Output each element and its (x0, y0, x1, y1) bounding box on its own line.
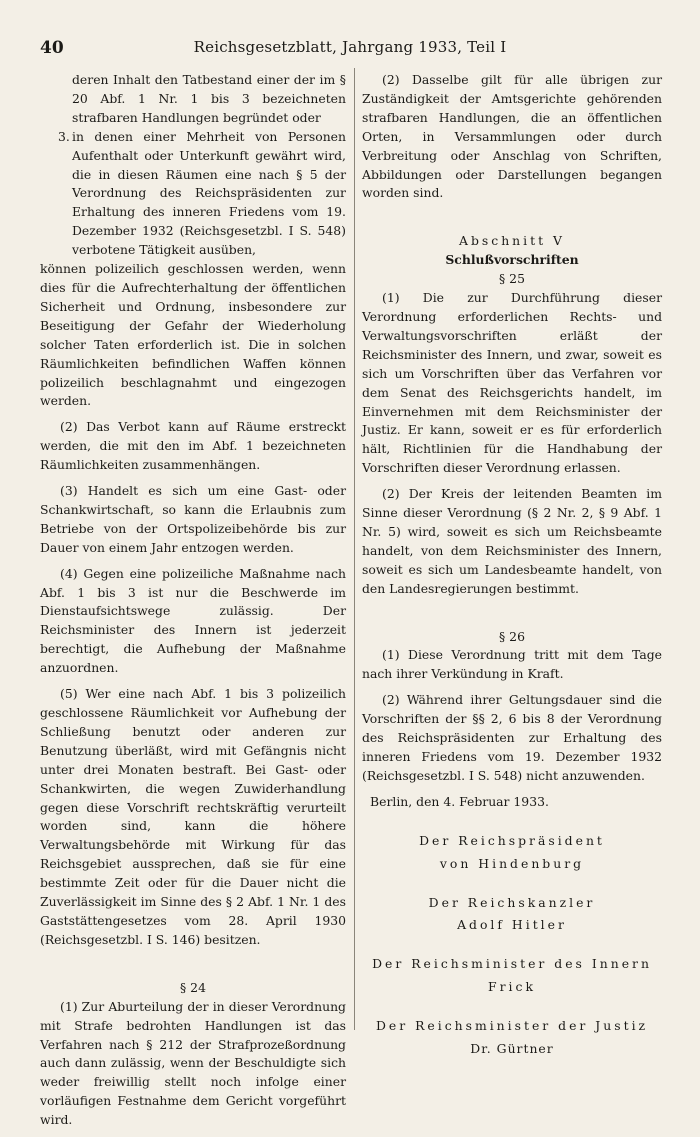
page-header (40, 38, 660, 60)
section-24-paragraph-2: (2) Dasselbe gilt für alle übrigen zur Zuständigkeit der Amtsgerichte gehörenden strafbaren Handlungen, die an öffentlichen Orten, in Versammlungen oder durch Verbreitung oder Anschlag von Schriften, Abbildungen oder Darstellungen begangen worden sind. (362, 72, 662, 201)
running-head: Reichsgesetzblatt, Jahrgang 1933, Teil I (193, 38, 507, 56)
right-column (362, 71, 662, 1059)
section-title: Schlußvorschriften (445, 252, 579, 268)
signature-title: Der Reichskanzler (428, 894, 596, 910)
section-24-paragraph-1: (1) Zur Aburteilung der in dieser Verordnung mit Strafe bedrohten Handlungen ist das Verfahren nach § 212 der Strafprozeßordnung auch dann zulässig, wenn der Beschuldigte sich weder freiwillig stellt noch infolge einer vorläufigen Festnahme dem Gericht vorgeführt wird. (40, 998, 346, 1128)
section-26-paragraph-2: (2) Während ihrer Geltungsdauer sind die Vorschriften der §§ 2, 6 bis 8 der Verordnung des Reichspräsidenten zur Erhaltung des inneren Friedens vom 19. Dezember 1932 (Reichsgesetzbl. I S. 548) nicht anzuwenden. (362, 692, 662, 783)
signature-name: Adolf Hitler (457, 917, 567, 933)
column-divider (354, 68, 355, 1030)
section-25-heading: § 25 (499, 271, 525, 287)
paragraph-3: (3) Handelt es sich um eine Gast- oder Schankwirtschaft, so kann die Erlaubnis zum Betriebe von der Ortspolizeibehörde bis zur Dauer von einem Jahr entzogen werden. (40, 483, 346, 555)
paragraph-2: (2) Das Verbot kann auf Räume erstreckt werden, die mit den im Abf. 1 bezeichneten Räumlichkeiten zusammenhängen. (40, 419, 346, 473)
signature-name: von Hindenburg (439, 855, 585, 871)
section-25-paragraph-1: (1) Die zur Durchführung dieser Verordnung erforderlichen Rechts- und Verwaltungsvorschriften erläßt der Reichsminister des Innern, und zwar, soweit es sich um Vorschriften über das Verfahren vor dem Senat des Reichsgerichts handelt, im Einvernehmen mit dem Reichsminister der Justiz. Er kann, soweit er es für erforderlich hält, Richtlinien für die Handhabung der Vorschriften dieser Verordnung erlassen. (362, 290, 662, 476)
left-column (40, 71, 346, 1137)
section-26-paragraph-1: (1) Diese Verordnung tritt mit dem Tage nach ihrer Verkündung in Kraft. (362, 647, 662, 682)
section-label: Abschnitt V (459, 233, 565, 249)
section-25-paragraph-2: (2) Der Kreis der leitenden Beamten im Sinne dieser Verordnung (§ 2 Nr. 2, § 9 Abf. 1 Nr. 5) wird, soweit es sich um Reichsbeamte handelt, von dem Reichsminister des Innern, soweit es sich um Landesbeamte handelt, von den Landesregierungen bestimmt. (362, 486, 662, 596)
signature-block (362, 832, 662, 1059)
list-item-3 (40, 128, 346, 260)
section-24-heading: § 24 (180, 979, 206, 995)
continuation-text: deren Inhalt den Tatbestand einer der im § 20 Abf. 1 Nr. 1 bis 3 bezeichneten strafbaren Handlungen begründet oder (72, 72, 346, 125)
spacer (362, 210, 662, 232)
signature-name: Frick (488, 979, 536, 995)
spacer (362, 606, 662, 628)
date-line: Berlin, den 4. Februar 1933. (370, 793, 549, 809)
paragraph-5: (5) Wer eine nach Abf. 1 bis 3 polizeilich geschlossene Räumlichkeit vor Aufhebung der Schließung benutzt oder anderen zur Benutzung überläßt, wird mit Gefängnis nicht unter drei Monaten bestraft. Bei Gast- oder Schankwirten, die wegen Zuwiderhandlung gegen diese Vorschrift rechtskräftig verurteilt worden sind, kann die höhere Verwaltungsbehörde mit Wirkung für das Reichsgebiet aussprechen, daß sie für eine bestimmte Zeit oder für die Dauer nicht die Zuverlässigkeit im Sinne des § 2 Abf. 1 Nr. 1 des Gaststättengesetzes vom 28. April 1930 (Reichsgesetzbl. I S. 146) besitzen. (40, 686, 346, 947)
paragraph-4: (4) Gegen eine polizeiliche Maßnahme nach Abf. 1 bis 3 ist nur die Beschwerde im Dienstaufsichtswege zulässig. Der Reichsminister des Innern ist jederzeit berechtigt, die Aufhebung der Maßnahme anzuordnen. (40, 565, 346, 676)
list-item-number: 3. (58, 128, 70, 144)
closing-paragraph: können polizeilich geschlossen werden, wenn dies für die Aufrechterhaltung der öffentlichen Sicherheit und Ordnung, insbesondere zur Beseitigung der Gefahr der Wiederholung solcher Taten erforderlich ist. Die in solchen Räumlichkeiten befindlichen Waffen können polizeilich beschlagnahmt und eingezogen werden. (40, 261, 346, 409)
signature-name: Dr. Gürtner (470, 1041, 554, 1057)
list-item-text: in denen einer Mehrheit von Personen Aufenthalt oder Unterkunft gewährt wird, die in diesen Räumen eine nach § 5 der Verordnung des Reichspräsidenten zur Erhaltung des inneren Friedens vom 19. Dezember 1932 (Reichsgesetzbl. I S. 548) verbotene Tätigkeit ausüben, (72, 128, 346, 258)
signature-title: Der Reichsminister der Justiz (375, 1018, 649, 1034)
page-number: 40 (40, 38, 64, 58)
spacer (40, 957, 346, 979)
section-26-heading: § 26 (499, 628, 525, 644)
signature-title: Der Reichspräsident (419, 832, 605, 848)
signature-title: Der Reichsminister des Innern (372, 956, 652, 972)
